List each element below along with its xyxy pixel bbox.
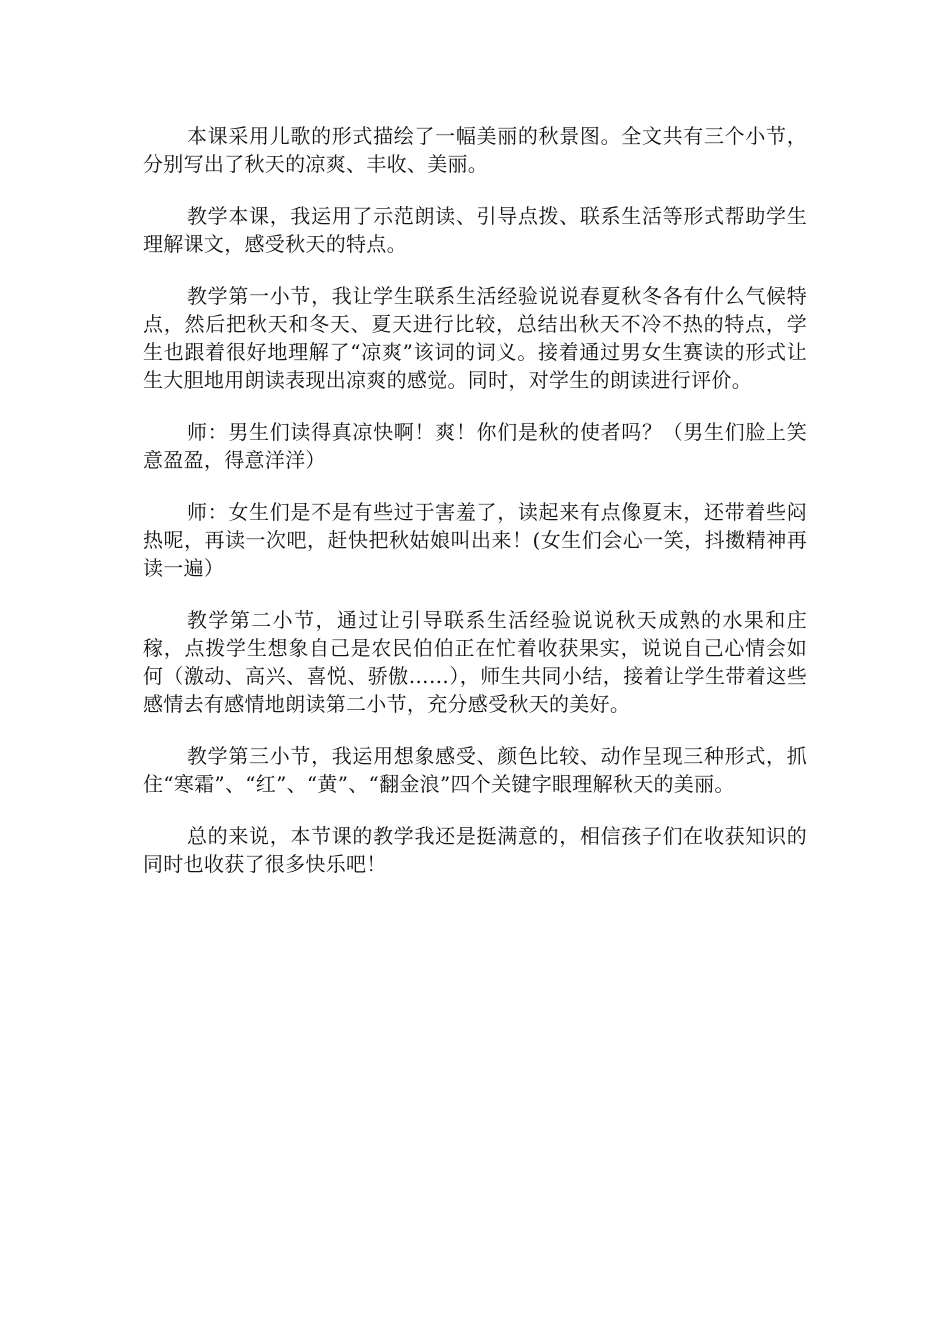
paragraph-8: 总的来说，本节课的教学我还是挺满意的，相信孩子们在收获知识的同时也收获了很多快乐吧！ bbox=[143, 824, 807, 876]
paragraph-6: 教学第二小节，通过让引导联系生活经验说说秋天成熟的水果和庄稼，点拨学生想象自己是农民伯伯正在忙着收获果实，说说自己心情会如何（激动、高兴、喜悦、骄傲……），师生共同小结，接着让学生带着这些感情去有感情地朗读第二小节，充分感受秋天的美好。 bbox=[143, 608, 807, 716]
paragraph-5: 师：女生们是不是有些过于害羞了，读起来有点像夏末，还带着些闷热呢，再读一次吧，赶快把秋姑娘叫出来！(女生们会心一笑，抖擞精神再读一遍） bbox=[143, 500, 807, 580]
paragraph-4: 师：男生们读得真凉快啊！爽！你们是秋的使者吗？（男生们脸上笑意盈盈，得意洋洋） bbox=[143, 420, 807, 472]
paragraph-3: 教学第一小节，我让学生联系生活经验说说春夏秋冬各有什么气候特点，然后把秋天和冬天、夏天进行比较，总结出秋天不冷不热的特点，学生也跟着很好地理解了“凉爽”该词的词义。接着通过男女生赛读的形式让生大胆地用朗读表现出凉爽的感觉。同时，对学生的朗读进行评价。 bbox=[143, 284, 807, 392]
paragraph-7: 教学第三小节，我运用想象感受、颜色比较、动作呈现三种形式，抓住“寒霜”、“红”、“黄”、“翻金浪”四个关键字眼理解秋天的美丽。 bbox=[143, 744, 807, 796]
paragraph-1: 本课采用儿歌的形式描绘了一幅美丽的秋景图。全文共有三个小节，分别写出了秋天的凉爽、丰收、美丽。 bbox=[143, 124, 807, 176]
paragraph-2: 教学本课，我运用了示范朗读、引导点拨、联系生活等形式帮助学生理解课文，感受秋天的特点。 bbox=[143, 204, 807, 256]
document-body bbox=[143, 122, 807, 902]
